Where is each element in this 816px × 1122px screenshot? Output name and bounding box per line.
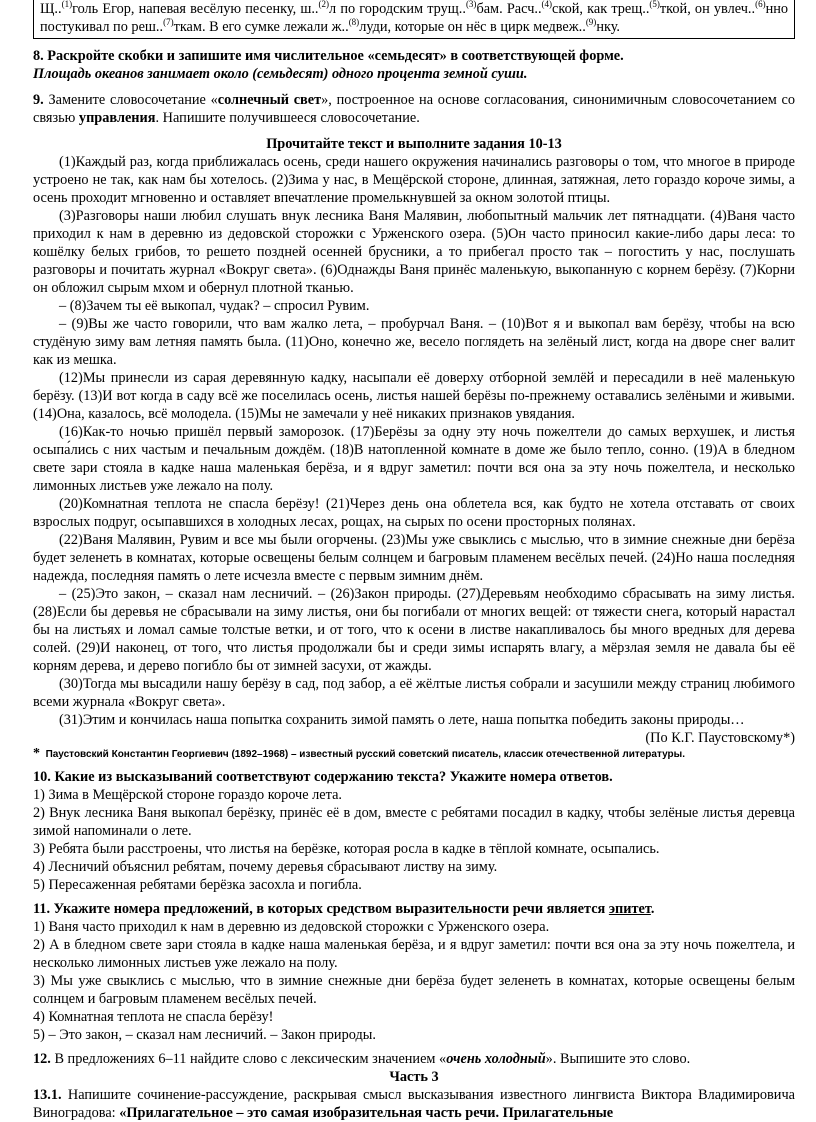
- footnote-star: *: [33, 746, 40, 761]
- task11-option: 4) Комнатная теплота не спасла берёзу!: [33, 1009, 274, 1025]
- worksheet-page: [33, 0, 795, 1122]
- story-paragraph: (30)Тогда мы высадили нашу берёзу в сад, под забор, а её жёлтые листья собрали и засушили между страниц любимого всеми журнала «Вокруг света».: [33, 676, 795, 710]
- gap-number: (5): [649, 0, 660, 10]
- footnote-text: Паустовский Константин Георгиевич (1892–1968) – известный русский советский писатель, классик отечественной литературы.: [45, 749, 685, 760]
- task10-options: [33, 786, 795, 894]
- word-fragment: нку.: [596, 19, 620, 35]
- task13-quote: «Прилагательное – это самая изобразительная часть речи. Прилагательные: [119, 1105, 614, 1121]
- task8-heading: 8. Раскройте скобки и запишите имя числительное «семьдесят» в соответствующей форме.: [33, 48, 624, 64]
- task11-option: 5) – Это закон, – сказал нам лесничий. – Закон природы.: [33, 1027, 376, 1043]
- task12-text: ». Выпишите это слово.: [545, 1051, 691, 1067]
- task10-heading: 10. Какие из высказываний соответствуют содержанию текста? Укажите номера ответов.: [33, 769, 613, 785]
- gap-number: (3): [465, 0, 477, 10]
- task10-option: 5) Пересаженная ребятами берёзка засохла и погибла.: [33, 877, 362, 893]
- word-fragment: голь Егор, напевая весёлую песенку, ш..: [72, 1, 319, 17]
- story-paragraph: (22)Ваня Малявин, Рувим и все мы были огорчены. (23)Мы уже свыклись с мыслью, что в зимние снежные дни берёза будет зеленеть в комнатах, которые освещены белым солнцем и багровым пламенем весёлых печей. (24)Но наша последняя надежда, последняя память о лете исчезла вместе с первым зимним днём.: [33, 532, 795, 584]
- spelling-exercise-box: [33, 0, 795, 39]
- gap-number: (6): [755, 0, 766, 10]
- story-paragraph: (16)Как-то ночью пришёл первый заморозок. (17)Берёзы за одну эту ночь пожелтели до самых верхушек, и листья осыпа́лись с них частым и печальным дождём. (18)В натопленной комнате в доме же было тепло, сонно. (19)А в бледном свете зари стояла в кадке наша маленькая берёза, и я вдруг заметил: почти вся она за эту ночь пожелтела, и несколько лимонных листьев уже лежало на полу.: [33, 424, 795, 494]
- task9-link-type: управления: [78, 110, 156, 126]
- task11-term: эпитет: [608, 901, 651, 917]
- task12: [33, 1050, 795, 1068]
- task11-option: 2) А в бледном свете зари стояла в кадке наша маленькая берёза, и я вдруг заметил: почти вся она за эту ночь пожелтела, и несколько лимонных листьев уже лежало на полу.: [33, 937, 795, 971]
- task13: [33, 1086, 795, 1122]
- word-fragment: нно постукивал по реш..: [40, 1, 789, 35]
- task9-number: 9.: [33, 92, 44, 108]
- story-paragraph: (20)Комнатная теплота не спасла берёзу! (21)Через день она облетела вся, как будто не хотела отставать от своих взрослых подруг, осыпавшихся в холодных лесах, рощах, на сырых по осени просторных полянах.: [33, 496, 795, 530]
- task13-text: Напишите сочинение-рассуждение, раскрывая смысл высказывания известного лингвиста Виктора Владимировича Виноградова:: [33, 1087, 795, 1121]
- task9-text: Замените словосочетание «: [43, 92, 218, 108]
- gap-number: (7): [163, 17, 174, 28]
- gap-number: (9): [585, 17, 597, 28]
- story-paragraph: – (9)Вы же часто говорили, что вам жалко лета, – пробурчал Ваня. – (10)Вот я и выкопал вам берёзу, чтобы на всю студёную зиму вам летняя память была. (11)Оно, конечно же, весело поглядеть на зелёный лист, когда на дворе снег валит как из мешка.: [33, 316, 795, 368]
- part3-heading: Часть 3: [389, 1069, 439, 1085]
- task9-text: », построенное на основе согласования, синонимичным словосочетанием со связью: [33, 92, 796, 126]
- task11-heading: [33, 900, 795, 918]
- word-fragment: бам. Расч..: [476, 1, 542, 17]
- word-fragment: ской, как трещ..: [552, 1, 650, 17]
- task10-option: 3) Ребята были расстроены, что листья на берёзке, которая росла в кадке в тёплой комнате, осыпались.: [33, 841, 660, 857]
- task12-number: 12.: [33, 1051, 51, 1067]
- word-fragment: л по городским трущ..: [329, 1, 466, 17]
- story-paragraph: (1)Каждый раз, когда приближалась осень, среди нашего окружения начинались разговоры о том, что многое в природе устроено не так, как нам бы хотелось. (2)Зима у нас, в Мещёрской стороне, длинная, затяжная, лето гораздо короче зимы, а осень проходит мгновенно и оставляет впечатление промелькнувшей за окном золотой птицы.: [33, 154, 795, 206]
- word-fragment: ткой, он увлеч..: [659, 1, 756, 17]
- footnote: [33, 747, 795, 762]
- gap-number: (8): [348, 17, 360, 28]
- story-paragraph: (3)Разговоры наши любил слушать внук лесника Ваня Малявин, любопытный мальчик лет пятнадцати. (4)Ваня часто приходил к нам в деревню из дедовской сторожки с Урженского озера. (5)Он часто приносил какие-либо дары леса: то кошёлку белых грибов, то решето поздней осенней брусники, а то прибегал просто так – погостить у нас, послушать разговоры и почитать журнал «Вокруг света». (6)Однажды Ваня принёс маленькую, выкопанную с корнем берёзу. (7)Корни он обложил сырым мхом и обернул плотной тканью.: [33, 208, 795, 296]
- task11-option: 1) Ваня часто приходил к нам в деревню из дедовской сторожки с Урженского озера.: [33, 919, 550, 935]
- task8-sentence: Площадь океанов занимает около (семьдесят) одного процента земной суши.: [33, 66, 528, 82]
- story-text: [33, 153, 795, 729]
- gap-number: (1): [61, 0, 73, 10]
- gap-number: (2): [318, 0, 330, 10]
- task11-heading-text: .: [650, 901, 655, 917]
- story-paragraph: (12)Мы принесли из сарая деревянную кадку, насыпали её доверху отборной землёй и пересадили в неё маленькую берёзу. (13)И вот когда в саду всё же поселилась осень, листья нашей берёзы по-прежнему оставались зелёными и живыми. (14)Она, казалось, всё молодела. (15)Мы не замечали у неё никаких признаков увядания.: [33, 370, 795, 422]
- task12-text: В предложениях 6–11 найдите слово с лексическим значением «: [50, 1051, 447, 1067]
- story-paragraph: – (8)Зачем ты её выкопал, чудак? – спросил Рувим.: [59, 298, 370, 314]
- word-fragment: Щ..: [40, 1, 62, 17]
- task9: [33, 91, 795, 127]
- gap-number: (4): [541, 0, 553, 10]
- word-fragment: ткам. В его сумке лежали ж..: [173, 19, 349, 35]
- text-heading: Прочитайте текст и выполните задания 10-13: [266, 136, 562, 152]
- task10-option: 1) Зима в Мещёрской стороне гораздо короче лета.: [33, 787, 342, 803]
- task10-option: 4) Лесничий объяснил ребятам, почему деревья сбрасывают листву на зиму.: [33, 859, 498, 875]
- task9-phrase: солнечный свет: [217, 92, 322, 108]
- task11-option: 3) Мы уже свыклись с мыслью, что в зимние снежные дни берёза будет зеленеть в комнатах, которые освещены белым солнцем и багровым пламенем весёлых печей.: [33, 973, 795, 1007]
- task9-text: . Напишите получившееся словосочетание.: [155, 110, 420, 126]
- task10-option: 2) Внук лесника Ваня выкопал берёзку, принёс её в дом, вместе с ребятами посадил в кадку, чтобы зелёные листья деревца зимой напоминали о лете.: [33, 805, 795, 839]
- story-paragraph: – (25)Это закон, – сказал нам лесничий. – (26)Закон природы. (27)Деревьям необходимо сбрасывать на зиму листья. (28)Если бы деревья не сбрасывали на зиму листья, они бы погибали от многих вещей: от тяжести снега, который нарастал бы на листьях и ломал самые толстые ветки, и от того, что к осени в листве накапливалось бы много вредных для дерева солей. (29)И наконец, от того, что листья продолжали бы и среди зимы испарять влагу, а мёрзлая земля не давала бы её корням дерева, и дерево погибло бы от зимней засухи, от жажды.: [33, 586, 795, 674]
- word-fragment: луди, которые он нёс в цирк медвеж..: [359, 19, 586, 35]
- attribution: (По К.Г. Паустовскому*): [645, 730, 795, 746]
- task12-term: очень холодный: [446, 1051, 546, 1067]
- task11-options: [33, 918, 795, 1044]
- task13-number: 13.1.: [33, 1087, 62, 1103]
- task11-heading-text: 11. Укажите номера предложений, в которых средством выразительности речи является: [33, 901, 609, 917]
- story-paragraph: (31)Этим и кончилась наша попытка сохранить зимой память о лете, наша попытка победить законы природы…: [59, 712, 745, 728]
